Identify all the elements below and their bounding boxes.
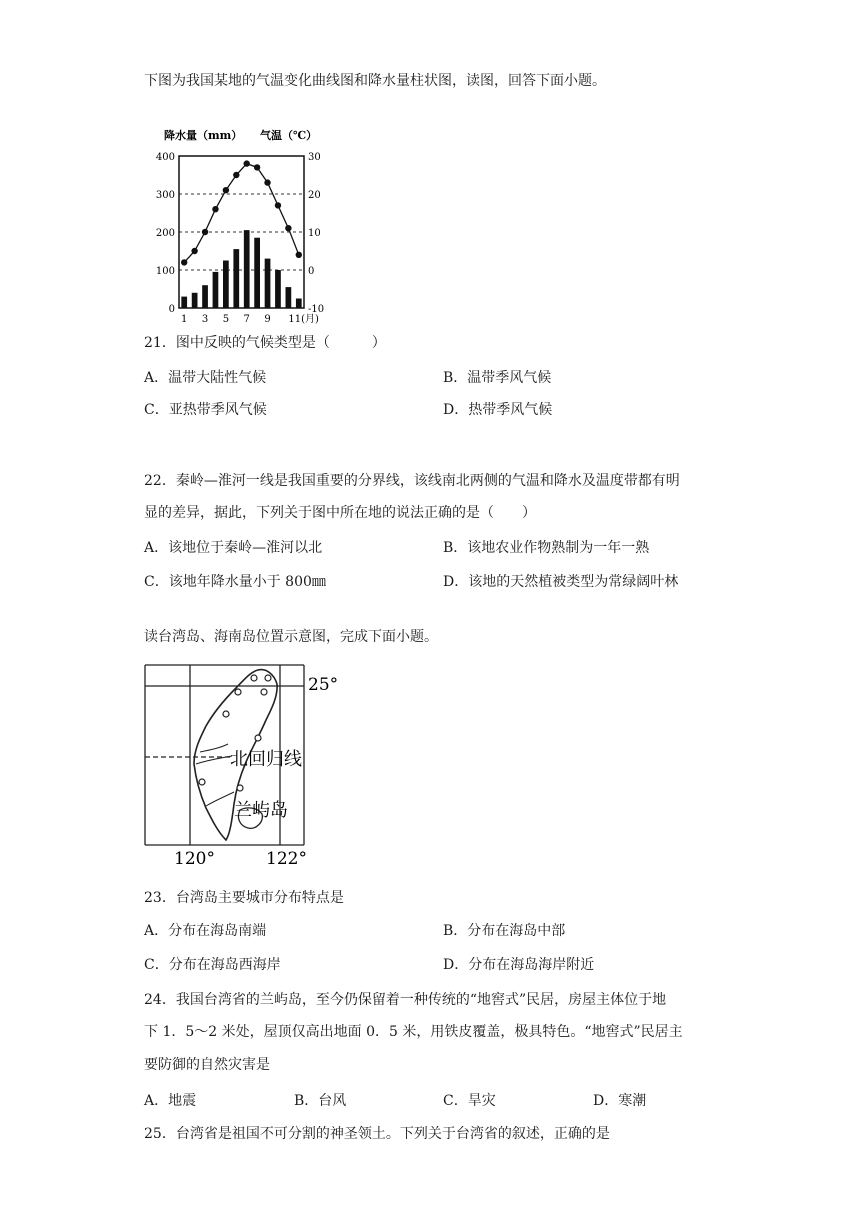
temperature-line xyxy=(184,164,299,263)
temp-tick-label: 0 xyxy=(308,266,315,277)
temp-point xyxy=(264,179,270,185)
precip-bar xyxy=(192,293,198,308)
temp-tick-label: 10 xyxy=(308,228,321,239)
precip-bar xyxy=(265,259,271,308)
temp-point xyxy=(285,225,291,231)
temp-point xyxy=(244,160,250,166)
climate-chart xyxy=(144,125,344,325)
precip-bar xyxy=(286,287,292,308)
question-21-stem: 21．图中反映的气候类型是（ ） xyxy=(144,335,386,351)
latitude-label: 25° xyxy=(308,675,339,695)
month-tick-label: 5 xyxy=(222,314,230,325)
temp-axis-label: 气温（℃） xyxy=(260,129,318,142)
temp-tick-label: -10 xyxy=(308,304,325,315)
temp-point xyxy=(275,202,281,208)
question-23-stem: 23．台湾岛主要城市分布特点是 xyxy=(144,890,344,906)
q23-option-b[interactable]: B．分布在海岛中部 xyxy=(443,923,566,939)
q22-option-c[interactable]: C．该地年降水量小于 800㎜ xyxy=(144,574,326,590)
q22-option-b[interactable]: B．该地农业作物熟制为一年一熟 xyxy=(443,540,650,556)
temp-point xyxy=(191,248,197,254)
q21-option-c[interactable]: C．亚热带季风气候 xyxy=(144,402,267,418)
precip-bar xyxy=(254,238,260,308)
month-tick-label: 3 xyxy=(201,314,209,325)
q24-option-a[interactable]: A．地震 xyxy=(144,1093,197,1109)
question-24-stem-line3: 要防御的自然灾害是 xyxy=(144,1057,270,1073)
precip-tick-label: 400 xyxy=(155,152,175,163)
month-tick-label: 11(月) xyxy=(288,314,319,325)
precip-bar xyxy=(296,299,302,309)
river-2 xyxy=(200,744,228,752)
temp-point xyxy=(181,259,187,265)
q21-option-d[interactable]: D．热带季风气候 xyxy=(443,402,553,418)
precip-bar xyxy=(233,249,239,308)
question-24-stem-line2: 下 1．5～2 米处，屋顶仅高出地面 0．5 米，用铁皮覆盖，极具特色。“地窖式”民居主 xyxy=(144,1024,683,1040)
q24-option-b[interactable]: B．台风 xyxy=(294,1093,347,1109)
city-marker xyxy=(199,779,205,785)
month-tick-label: 7 xyxy=(243,314,250,325)
question-24-stem-line1: 24．我国台湾省的兰屿岛，至今仍保留着一种传统的“地窖式”民居，房屋主体位于地 xyxy=(144,992,667,1008)
taiwan-map xyxy=(144,664,344,874)
precip-bar xyxy=(223,261,229,309)
temp-point xyxy=(296,252,302,258)
precip-bar xyxy=(275,270,281,308)
city-marker xyxy=(237,785,243,791)
city-marker xyxy=(223,711,229,717)
q23-option-d[interactable]: D．分布在海岛海岸附近 xyxy=(443,957,595,973)
month-tick-label: 1 xyxy=(181,314,188,325)
temp-point xyxy=(233,172,239,178)
precip-bar xyxy=(202,285,208,308)
q24-option-d[interactable]: D．寒潮 xyxy=(593,1093,647,1109)
q22-option-a[interactable]: A．该地位于秦岭—淮河以北 xyxy=(144,540,323,556)
temp-point xyxy=(223,187,229,193)
city-marker xyxy=(251,675,257,681)
q22-option-d[interactable]: D．该地的天然植被类型为常绿阔叶林 xyxy=(443,574,679,590)
temp-point xyxy=(202,229,208,235)
precip-axis-label: 降水量（mm） xyxy=(164,129,243,142)
temp-tick-label: 30 xyxy=(308,152,321,163)
month-tick-label: 9 xyxy=(264,314,271,325)
city-marker xyxy=(265,675,271,681)
precip-tick-label: 0 xyxy=(168,304,175,315)
temp-tick-label: 20 xyxy=(308,190,321,201)
q24-option-c[interactable]: C．旱灾 xyxy=(443,1093,496,1109)
question-22-stem-line1: 22．秦岭—淮河一线是我国重要的分界线，该线南北两侧的气温和降水及温度带都有明 xyxy=(144,473,680,489)
tropic-label: 北回归线 xyxy=(230,749,302,770)
longitude-label-120: 120° xyxy=(174,849,215,869)
lanyu-label: 兰屿岛 xyxy=(234,800,288,821)
city-marker xyxy=(261,689,267,695)
precip-bar xyxy=(244,230,250,308)
river-3 xyxy=(206,792,234,806)
q21-option-b[interactable]: B．温带季风气候 xyxy=(443,370,552,386)
q21-option-a[interactable]: A．温带大陆性气候 xyxy=(144,370,267,386)
intro-text-1: 下图为我国某地的气温变化曲线图和降水量柱状图，读图，回答下面小题。 xyxy=(144,73,606,89)
temp-point xyxy=(212,206,218,212)
q23-option-c[interactable]: C．分布在海岛西海岸 xyxy=(144,957,281,973)
q23-option-a[interactable]: A．分布在海岛南端 xyxy=(144,923,267,939)
precip-tick-label: 100 xyxy=(155,266,175,277)
question-22-stem-line2: 显的差异，据此，下列关于图中所在地的说法正确的是（ ） xyxy=(144,505,536,521)
city-marker xyxy=(255,735,261,741)
temp-point xyxy=(254,164,260,170)
precip-bar xyxy=(213,272,219,308)
longitude-label-122: 122° xyxy=(266,849,307,869)
precip-tick-label: 200 xyxy=(155,228,175,239)
intro-text-2: 读台湾岛、海南岛位置示意图，完成下面小题。 xyxy=(144,629,438,645)
question-25-stem: 25．台湾省是祖国不可分割的神圣领土。下列关于台湾省的叙述，正确的是 xyxy=(144,1126,610,1142)
city-marker xyxy=(235,689,241,695)
precip-tick-label: 300 xyxy=(155,190,175,201)
precip-bar xyxy=(181,297,187,308)
